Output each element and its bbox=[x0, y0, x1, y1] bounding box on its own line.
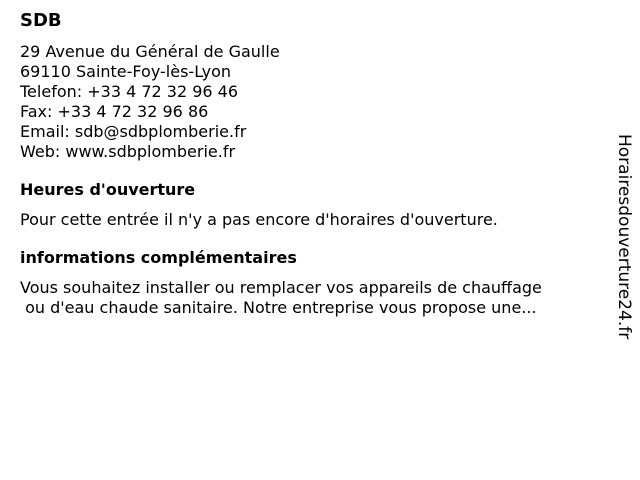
additional-info-heading: informations complémentaires bbox=[20, 248, 297, 267]
email-address: Email: sdb@sdbplomberie.fr bbox=[20, 122, 247, 141]
phone-number: Telefon: +33 4 72 32 96 46 bbox=[20, 82, 239, 101]
additional-info-line: Vous souhaitez installer ou remplacer vos appareils de chauffage bbox=[20, 278, 542, 297]
opening-hours-text: Pour cette entrée il n'y a pas encore d'horaires d'ouverture. bbox=[20, 210, 498, 229]
site-watermark: Horairesdouverture24.fr bbox=[614, 134, 634, 340]
fax-number: Fax: +33 4 72 32 96 86 bbox=[20, 102, 209, 121]
additional-info-text bbox=[20, 278, 600, 318]
opening-hours-heading: Heures d'ouverture bbox=[20, 180, 196, 199]
address-street: 29 Avenue du Général de Gaulle bbox=[20, 42, 280, 61]
address-city: 69110 Sainte-Foy-lès-Lyon bbox=[20, 62, 232, 81]
business-card bbox=[20, 8, 600, 318]
website: Web: www.sdbplomberie.fr bbox=[20, 142, 236, 161]
additional-info-line: ou d'eau chaude sanitaire. Notre entreprise vous propose une... bbox=[20, 298, 537, 317]
business-name: SDB bbox=[20, 10, 62, 31]
